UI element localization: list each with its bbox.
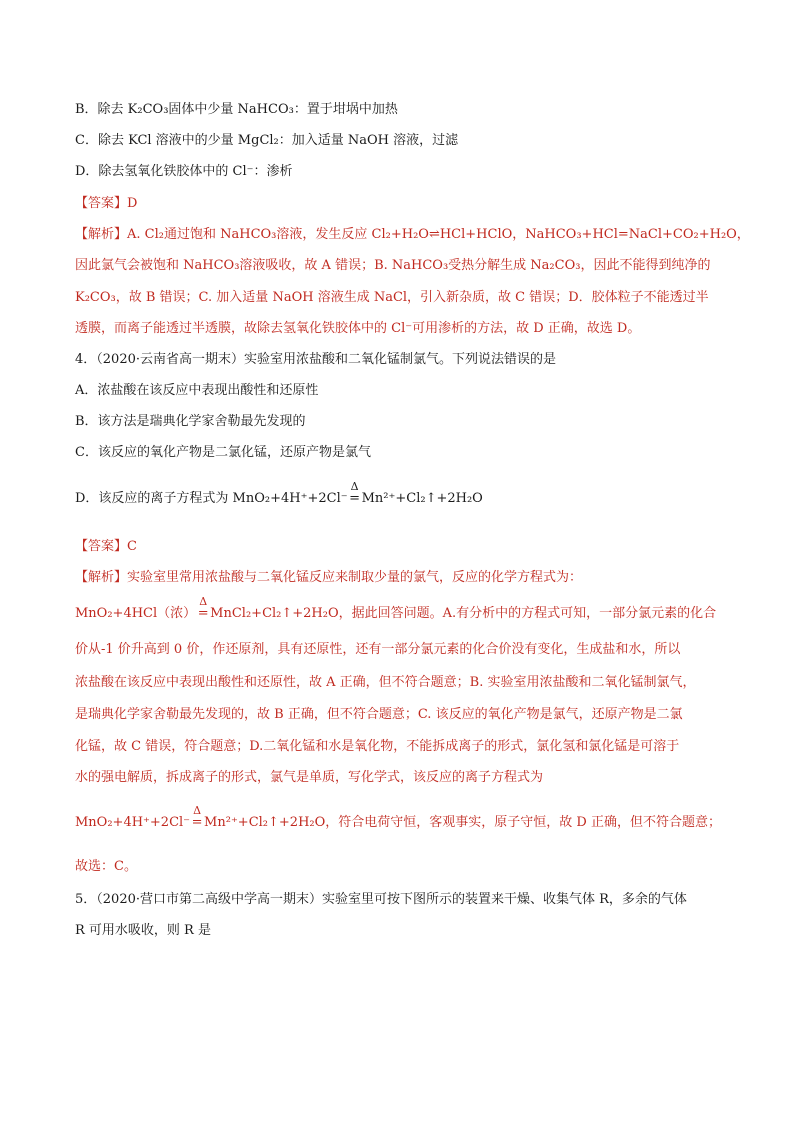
delta-symbol: Δ bbox=[350, 480, 359, 493]
equation-rhs: Mn²⁺+Cl₂↑+2H₂O bbox=[361, 491, 483, 506]
heating-condition bbox=[196, 595, 210, 623]
q4-analysis-line-1 bbox=[75, 569, 582, 587]
equals-sign: = bbox=[191, 815, 203, 830]
q4-analysis-line-4: 浓盐酸在该反应中表现出酸性和还原性，故 A 正确，但不符合题意；B. 实验室用浓盐酸和二氧化锰制氯气， bbox=[75, 675, 696, 690]
q3-option-b: B．除去 K₂CO₃固体中少量 NaHCO₃：置于坩埚中加热 bbox=[75, 102, 398, 117]
q3-analysis-line-4: 透膜，而离子能透过半透膜，故除去氢氧化铁胶体中的 Cl⁻可用渗析的方法，故 D 正确，故选 D。 bbox=[75, 321, 641, 336]
q3-analysis-line-2: 因此氯气会被饱和 NaHCO₃溶液吸收，故 A 错误；B. NaHCO₃受热分解生成 Na₂CO₃，因此不能得到纯净的 bbox=[75, 258, 711, 273]
q3-option-d: D．除去氢氧化铁胶体中的 Cl⁻：渗析 bbox=[75, 164, 293, 179]
delta-symbol: Δ bbox=[193, 804, 202, 817]
equation-lhs: MnO₂+4H⁺+2Cl⁻ bbox=[75, 815, 191, 830]
equation-rhs: Mn²⁺+Cl₂↑+2H₂O，符合电荷守恒，客观事实，原子守恒，故 D 正确，但不符合题意； bbox=[204, 815, 721, 830]
analysis-text: A. Cl₂通过饱和 NaHCO₃溶液，发生反应 Cl₂+H₂O⇌HCl+HClO，NaHCO₃+HCl=NaCl+CO₂+H₂O， bbox=[127, 227, 750, 242]
q5-stem-line-2: R 可用水吸收，则 R 是 bbox=[75, 923, 211, 938]
q3-analysis-line-1 bbox=[75, 226, 750, 244]
answer-tag: 【答案】 bbox=[75, 539, 128, 554]
delta-symbol: Δ bbox=[199, 595, 208, 608]
answer-value: C bbox=[127, 539, 137, 554]
q4-option-d bbox=[75, 480, 483, 508]
q4-analysis-line-5: 是瑞典化学家舍勒最先发现的，故 B 正确，但不符合题意；C. 该反应的氧化产物是氯气，还原产物是二氯 bbox=[75, 707, 683, 722]
q3-answer bbox=[75, 195, 137, 213]
equation-rhs: MnCl₂+Cl₂↑+2H₂O，据此回答问题。A.有分析中的方程式可知，一部分氯元素的化合 bbox=[210, 606, 717, 621]
answer-tag: 【答案】 bbox=[75, 196, 128, 211]
q4-analysis-line-9: 故选：C。 bbox=[75, 859, 137, 874]
equals-sign: = bbox=[197, 606, 209, 621]
q4-analysis-line-7: 水的强电解质，拆成离子的形式，氯气是单质，写化学式，该反应的离子方程式为 bbox=[75, 770, 544, 785]
q4-analysis-line-8 bbox=[75, 804, 721, 832]
q4-analysis-line-3: 价从-1 价升高到 0 价，作还原剂，具有还原性，还有一部分氯元素的化合价没有变化，生成盐和水，所以 bbox=[75, 642, 681, 657]
q4-option-c: C．该反应的氧化产物是二氯化锰，还原产物是氯气 bbox=[75, 445, 371, 460]
heating-condition bbox=[190, 804, 204, 832]
q4-analysis-line-2 bbox=[75, 595, 717, 623]
q4-option-b: B．该方法是瑞典化学家舍勒最先发现的 bbox=[75, 414, 306, 429]
q4-option-a: A．浓盐酸在该反应中表现出酸性和还原性 bbox=[75, 383, 319, 398]
q4-stem: 4．（2020·云南省高一期末）实验室用浓盐酸和二氧化锰制氯气。下列说法错误的是 bbox=[75, 352, 556, 367]
equals-sign: = bbox=[349, 491, 361, 506]
equation-lhs: D．该反应的离子方程式为 MnO₂+4H⁺+2Cl⁻ bbox=[75, 491, 348, 506]
answer-value: D bbox=[127, 196, 138, 211]
equation-lhs: MnO₂+4HCl（浓） bbox=[75, 606, 197, 621]
q4-analysis-line-6: 化锰，故 C 错误，符合题意；D.二氧化锰和水是氧化物，不能拆成离子的形式，氯化氢和氯化锰是可溶于 bbox=[75, 739, 680, 754]
analysis-tag: 【解析】 bbox=[75, 227, 128, 242]
analysis-text: 实验室里常用浓盐酸与二氧化锰反应来制取少量的氯气，反应的化学方程式为： bbox=[127, 570, 583, 585]
q4-answer bbox=[75, 538, 137, 556]
q5-stem-line-1: 5．（2020·营口市第二高级中学高一期末）实验室里可按下图所示的装置来干燥、收集气体 R，多余的气体 bbox=[75, 892, 687, 907]
q3-option-c: C．除去 KCl 溶液中的少量 MgCl₂：加入适量 NaOH 溶液，过滤 bbox=[75, 133, 459, 148]
q3-analysis-line-3: K₂CO₃，故 B 错误；C. 加入适量 NaOH 溶液生成 NaCl，引入新杂质，故 C 错误；D．胶体粒子不能透过半 bbox=[75, 290, 709, 305]
analysis-tag: 【解析】 bbox=[75, 570, 128, 585]
heating-condition bbox=[348, 480, 362, 508]
